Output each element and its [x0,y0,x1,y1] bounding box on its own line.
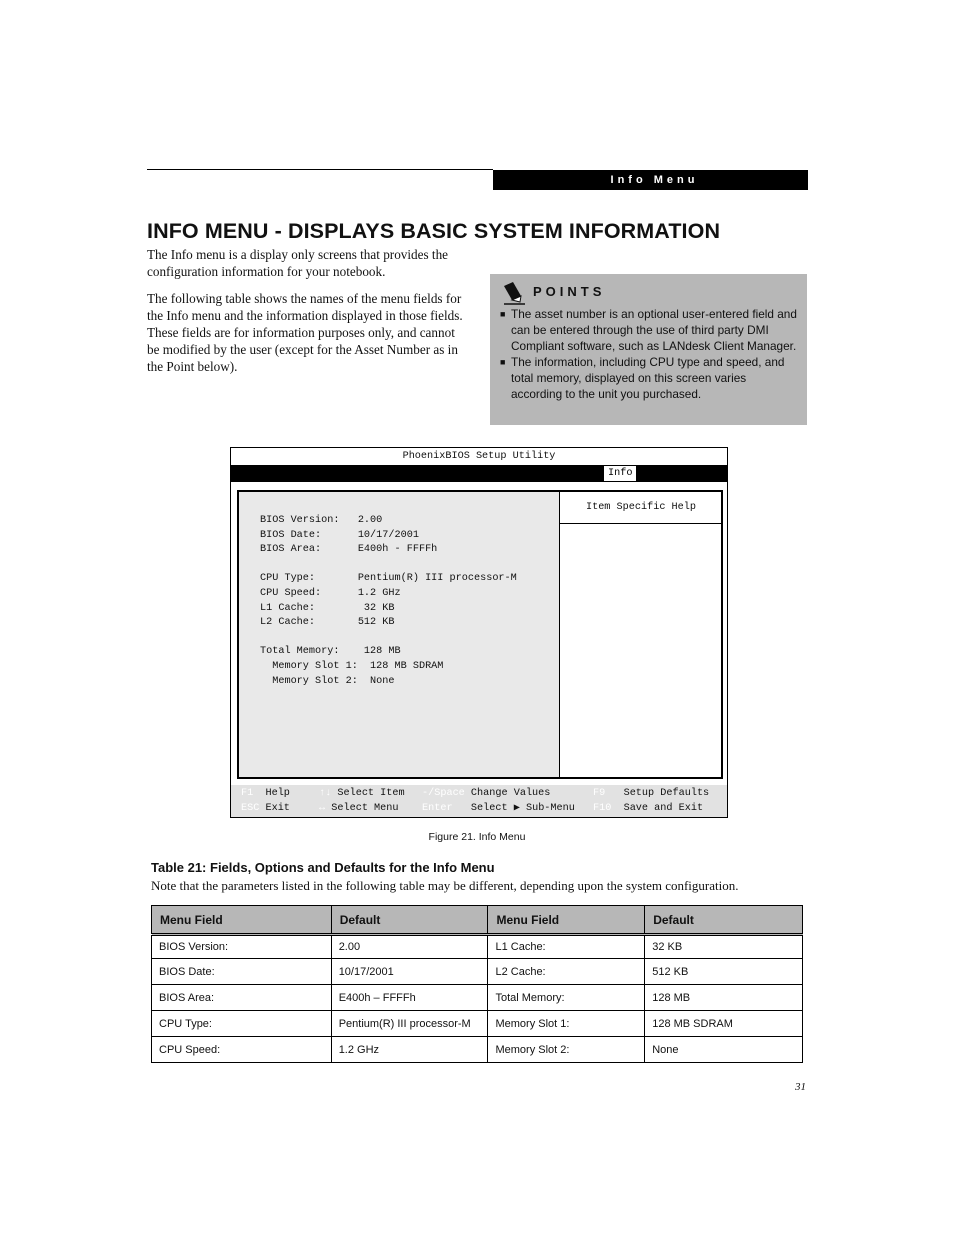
figure-caption: Figure 21. Info Menu [428,831,526,843]
points-heading: POINTS [533,284,606,299]
footer-key-help[interactable]: F1 Help [241,788,290,799]
header-rule [147,169,493,170]
table-row [152,959,803,985]
col-header: Default [331,906,488,935]
bios-info-lines [260,514,517,689]
bios-info-line: Memory Slot 2: None [260,675,395,687]
table-cell: Total Memory: [488,985,645,1011]
bios-menu-bar [231,465,727,482]
table-row [152,1011,803,1037]
table-cell: CPU Type: [152,1011,332,1037]
table-cell: Memory Slot 2: [488,1037,645,1063]
intro-paragraph-2: The following table shows the names of the menu fields for the Info menu and the information displayed in those fields. These fields are for information purposes only, and cannot be modified by the user (except for the Asset Number as in the Point below). [147,291,463,374]
table-title: Table 21: Fields, Options and Defaults for the Info Menu [151,860,495,875]
bios-info-line: Memory Slot 1: 128 MB SDRAM [260,660,444,672]
table-cell: CPU Speed: [152,1037,332,1063]
square-bullet-icon: ■ [500,309,506,319]
bios-info-line: CPU Type: Pentium(R) III processor-M [260,573,517,585]
table-row [152,985,803,1011]
bios-screenshot [230,447,728,818]
bios-info-line: BIOS Date: 10/17/2001 [260,529,419,541]
footer-key-enter[interactable]: Enter Select ▶ Sub-Menu [422,803,575,814]
table-header-row [152,906,803,935]
points-item [500,306,800,354]
bios-info-line: BIOS Version: 2.00 [260,515,383,526]
table-cell: L2 Cache: [488,959,645,985]
table-cell: 2.00 [331,935,488,959]
footer-key-exit[interactable]: ESC Exit [241,803,290,814]
col-header: Menu Field [488,906,645,935]
table-cell: E400h – FFFFh [331,985,488,1011]
bios-info-line: CPU Speed: 1.2 GHz [260,587,401,599]
bios-info-line: Total Memory: 128 MB [260,646,401,658]
col-header: Default [645,906,803,935]
table-cell: L1 Cache: [488,935,645,959]
table-note: Note that the parameters listed in the following table may be different, depending upon the system configuration. [151,878,739,893]
table-cell: 32 KB [645,935,803,959]
footer-key-select-menu[interactable]: ↔ Select Menu [319,803,399,814]
bios-info-line: L1 Cache: 32 KB [260,602,395,614]
bios-title: PhoenixBIOS Setup Utility [231,448,727,466]
table-cell: 512 KB [645,959,803,985]
points-callout [490,274,807,425]
table-cell: BIOS Date: [152,959,332,985]
bios-tab-info[interactable]: Info [604,466,636,481]
bios-info-line: L2 Cache: 512 KB [260,617,395,629]
table-cell: None [645,1037,803,1063]
bios-help-panel [559,492,722,777]
table-cell: BIOS Version: [152,935,332,959]
table-cell: 128 MB [645,985,803,1011]
points-item [500,354,800,402]
bios-info-line: BIOS Area: E400h - FFFFh [260,544,438,556]
table-cell: Pentium(R) III processor-M [331,1011,488,1037]
footer-key-change-values[interactable]: -/Space Change Values [422,788,551,799]
points-list [500,306,800,402]
footer-key-setup-defaults[interactable]: F9 Setup Defaults [593,788,710,799]
bios-info-panel [239,492,559,777]
bios-info-line [260,558,517,573]
table-row [152,1037,803,1063]
table-cell: 128 MB SDRAM [645,1011,803,1037]
footer-key-save-exit[interactable]: F10 Save and Exit [593,803,704,814]
table-cell: Memory Slot 1: [488,1011,645,1037]
info-menu-table [151,905,803,1063]
col-header: Menu Field [152,906,332,935]
bios-main-panel [237,490,723,779]
points-item-text: The information, including CPU type and speed, and total memory, displayed on this screen varies according to the unit you purchased. [511,355,785,401]
intro-paragraph-1: The Info menu is a display only screens that provides the configuration information for your notebook. [147,247,449,279]
page-number: 31 [795,1081,806,1093]
footer-key-select-item[interactable]: ↑↓ Select Item [319,788,405,799]
table-cell: 10/17/2001 [331,959,488,985]
section-header-bar: Info Menu [493,170,808,190]
help-header: Item Specific Help [560,492,722,524]
table-row [152,935,803,959]
square-bullet-icon: ■ [500,357,506,367]
table-cell: BIOS Area: [152,985,332,1011]
left-right-arrow-icon: ↔ [319,803,326,814]
table-cell: 1.2 GHz [331,1037,488,1063]
bios-info-line [260,631,517,646]
bios-footer [231,785,727,817]
up-down-arrows-icon: ↑↓ [319,788,332,799]
points-item-text: The asset number is an optional user-entered field and can be entered through the use of third party DMI Compliant software, such as LANdesk Client Manager. [511,307,797,353]
page-title: INFO MENU - DISPLAYS BASIC SYSTEM INFORMATION [147,219,721,243]
